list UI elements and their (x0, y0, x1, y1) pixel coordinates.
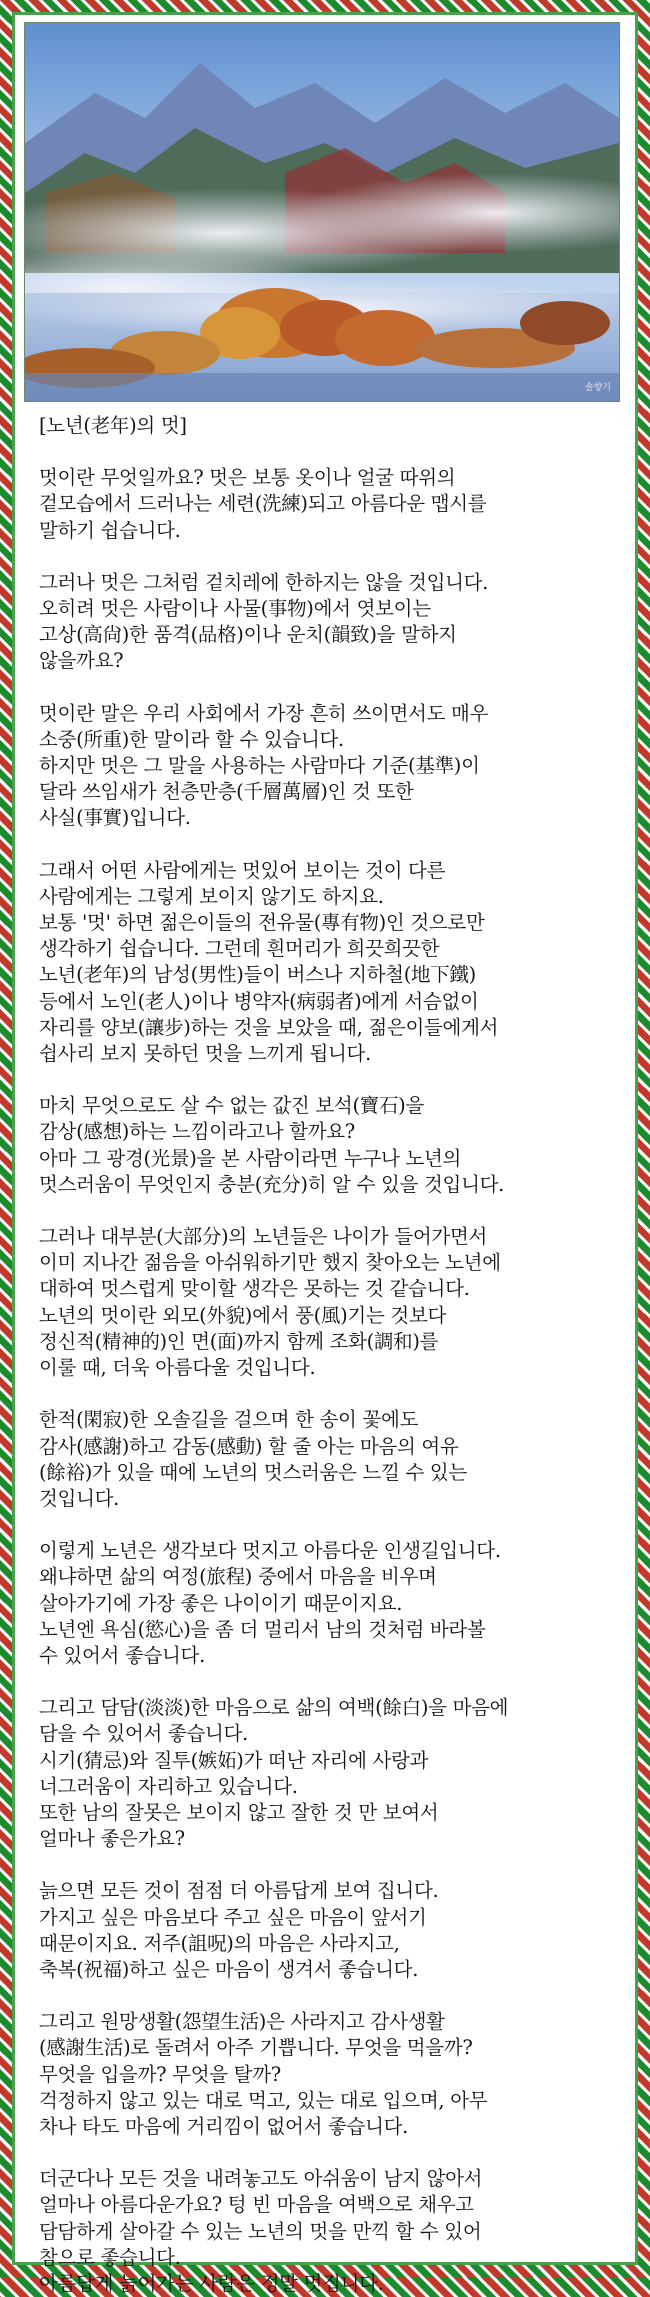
paragraph-12: 더군다나 모든 것을 내려놓고도 아쉬움이 남지 않아서 얼마나 아름다운가요? 텅 빈 마음을 여백으로 채우고 담담하게 살아갈 수 있는 노년의 멋을 만끽 할 수 있어 참으로 좋습니다. 아름답게 늙어가는 사람은 정말 멋집니다. (39, 2167, 483, 2295)
paragraph-11: 그리고 원망생활(怨望生活)은 사라지고 감사생활 (感謝生活)로 돌려서 아주 기쁩니다. 무엇을 먹을까? 무엇을 입을까? 무엇을 탈까? 걱정하지 않고 있는 대로 먹고, 있는 대로 입으며, 아무 차나 타도 마음에 거리낌이 없어서 좋습니다. (39, 2010, 488, 2138)
paragraph-4: 그래서 어떤 사람에게는 멋있어 보이는 것이 다른 사람에게는 그렇게 보이지 않기도 하지요. 보통 '멋' 하면 젊은이들의 전유물(專有物)인 것으로만 생각하기 쉽습니다. 그런데 흰머리가 희끗희끗한 노년(老年)의 남성(男性)들이 버스나 지하철(地下鐵) 등에서 노인(老人)이나 병약자(病弱者)에게 서슴없이 자리를 양보(讓步)하는 것을 보았을 때, 젊은이들에게서 쉽사리 보지 못하던 멋을 느끼게 됩니다. (39, 858, 499, 1066)
paragraph-9: 그리고 담담(淡淡)한 마음으로 삶의 여백(餘白)을 마음에 담을 수 있어서 좋습니다. 시기(猜忌)와 질투(嫉妬)가 떠난 자리에 사랑과 너그러움이 자리하고 있습니다. 또한 남의 잘못은 보이지 않고 잘한 것 만 보여서 얼마나 좋은가요? (39, 1696, 509, 1851)
watermark-text: 솔향기 (584, 383, 611, 393)
paragraph-2: 그러나 멋은 그처럼 겉치레에 한하지는 않을 것입니다. 오히려 멋은 사람이나 사물(事物)에서 엿보이는 고상(高尙)한 품격(品格)이나 운치(韻致)을 말하지 않을까요? (39, 570, 489, 673)
paragraph-3: 멋이란 말은 우리 사회에서 가장 흔히 쓰이면서도 매우 소중(所重)한 말이라 할 수 있습니다. 하지만 멋은 그 말을 사용하는 사람마다 기준(基準)이 달라 쓰임새가 천층만층(千層萬層)인 것 또한 사실(事實)입니다. (39, 701, 489, 830)
paragraph-7: 한적(閑寂)한 오솔길을 걸으며 한 송이 꽃에도 감사(感謝)하고 감동(感動) 할 줄 아는 마음의 여유 (餘裕)가 있을 때에 노년의 멋스러움은 느낄 수 있는 것입니다. (39, 1408, 467, 1510)
paragraph-8: 이렇게 노년은 생각보다 멋지고 아름다운 인생길입니다. 왜냐하면 삶의 여정(旅程) 중에서 마음을 비우며 살아가기에 가장 좋은 나이이기 때문이지요. 노년엔 욕심(慾心)을 좀 더 멀리서 남의 것처럼 바라볼 수 있어서 좋습니다. (39, 1539, 501, 1667)
paragraph-10: 늙으면 모든 것이 점점 더 아름답게 보여 집니다. 가지고 싶은 마음보다 주고 싶은 마음이 앞서기 때문이지요. 저주(詛呪)의 마음은 사라지고, 축복(祝福)하고 싶은 마음이 생겨서 좋습니다. (39, 1879, 439, 1981)
landscape-photo (24, 22, 620, 402)
article-title: [노년(老年)의 멋] (39, 414, 187, 437)
paragraph-1: 멋이란 무엇일까요? 멋은 보통 옷이나 얼굴 따위의 겉모습에서 드러나는 세련(洗練)되고 아름다운 맵시를 말하기 쉽습니다. (39, 466, 487, 542)
paragraph-5: 마치 무엇으로도 살 수 없는 값진 보석(寶石)을 감상(感想)하는 느낌이라고나 할까요? 아마 그 광경(光景)을 본 사람이라면 누구나 노년의 멋스러움이 무엇인지 충분(充分)히 알 수 있을 것입니다. (39, 1094, 505, 1196)
paragraph-6: 그러나 대부분(大部分)의 노년들은 나이가 들어가면서 이미 지나간 젊음을 아쉬워하기만 했지 찾아오는 노년에 대하여 멋스럽게 맞이할 생각은 못하는 것 같습니다. 노년의 멋이란 외모(外貌)에서 풍(風)기는 것보다 정신적(精神的)인 면(面)까지 함께 조화(調和)를 이룰 때, 더욱 아름다울 것입니다. (39, 1225, 501, 1380)
article-body (39, 413, 617, 2297)
